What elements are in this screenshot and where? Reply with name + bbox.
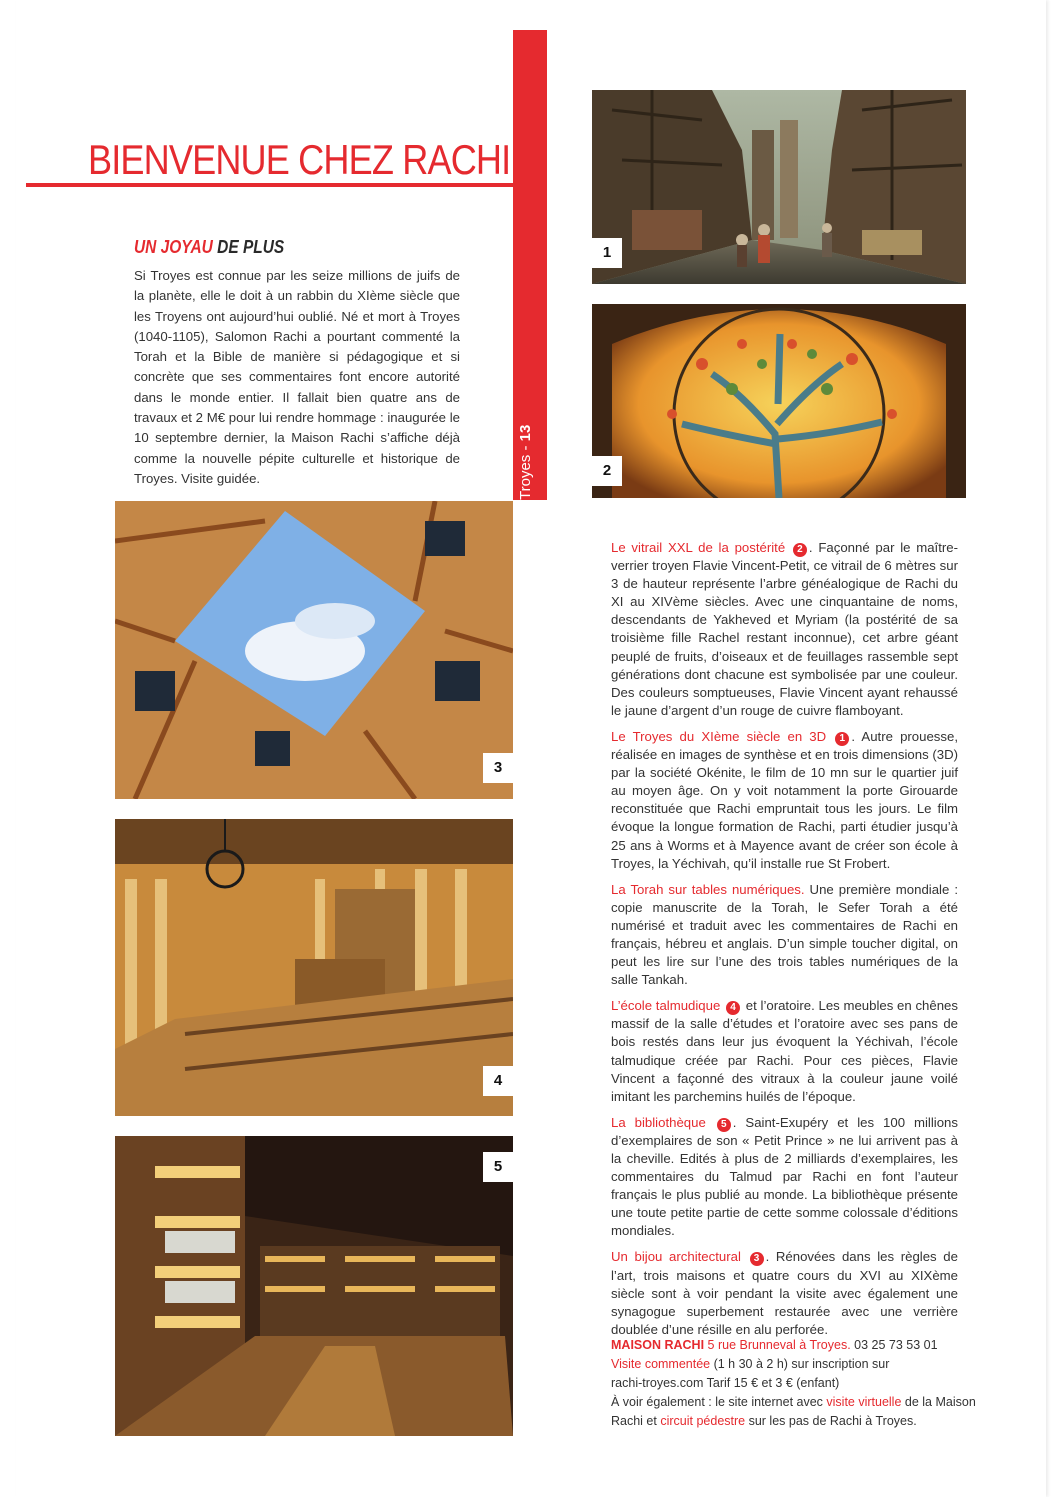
section-lead: Le vitrail XXL de la postérité — [611, 540, 786, 555]
photo-marker: 2 — [793, 543, 807, 557]
walking-tour-link[interactable]: circuit pédestre — [660, 1414, 746, 1428]
venue-phone: 03 25 73 53 01 — [850, 1338, 938, 1352]
virtual-visit-link[interactable]: visite virtuelle — [826, 1395, 902, 1409]
kicker-rest: DE PLUS — [212, 237, 285, 257]
info-line-see-also — [611, 1393, 976, 1412]
venue-name: MAISON RACHI — [611, 1338, 705, 1352]
info-line-site: rachi-troyes.com Tarif 15 € et 3 € (enfant) — [611, 1376, 840, 1390]
folio-page-number: 13 — [517, 424, 534, 442]
photo-number: 1 — [592, 238, 622, 268]
kicker — [134, 237, 284, 258]
see-also-text: sur les pas de Rachi à Troyes. — [745, 1414, 917, 1428]
section-digital-torah — [611, 881, 958, 990]
stained-glass-image — [592, 304, 966, 498]
see-also-text: de la Maison — [901, 1395, 976, 1409]
section-architecture — [611, 1248, 958, 1338]
photo-marker: 5 — [717, 1118, 731, 1132]
section-library — [611, 1114, 958, 1241]
courtyard-image — [115, 501, 513, 799]
photo-medieval-street — [592, 90, 966, 284]
section-text: et l’oratoire. Les meubles en chênes massif de la salle d’études et l’oratoire avec ses pans de bois restés dans leur jus évoquent la Yéchivah, l’école talmudique créée par Rachi. Pour ces pièces, Flavie Vincent a façonné des vitraux à la couleur jaune voilé imitant les parchemins huilés de l’époque. — [611, 998, 958, 1104]
folio — [517, 420, 543, 500]
visit-label: Visite commentée — [611, 1357, 711, 1371]
side-band — [513, 30, 547, 500]
section-lead: L’école talmudique — [611, 998, 721, 1014]
page-title: BIENVENUE CHEZ RACHI — [88, 136, 511, 183]
photo-stained-glass — [592, 304, 966, 498]
see-also-text: À voir également : le site internet avec — [611, 1395, 827, 1409]
section-text: . Façonné par le maître-verrier troyen Flavie Vincent-Petit, ce vitrail de 6 mètres sur 3 de hauteur représente l’arbre généalogique de Rachi du XI au XIVème siècles. Avec une cinquantaine de noms, descendants de Yakheved et Myriam (la postérité de sa troisième fille Rachel restant inconnue), cet arbre géant peuplé de fruits, d’oiseaux et de feuillages rassemble sept générations dont chacune est symbolisée par une couleur. Des couleurs somptueuses, Flavie Vincent ayant rehaussé le jaune d’argent d’un rouge de cuivre flamboyant. — [611, 540, 959, 718]
section-text: Une première mondiale : copie manuscrite de la Torah, le Sefer Torah a été numérisé et traduit avec les commentaires de Rachi en français, hébreu et anglais. D’un simple toucher digital, on peut les lire sur l’une des trois tables numériques de la salle Tankah. — [611, 881, 958, 988]
library-image — [115, 1136, 513, 1436]
photo-number: 5 — [483, 1152, 513, 1182]
section-lead: Un bijou architectural — [611, 1249, 741, 1265]
section-3d-film — [611, 728, 958, 873]
article-body — [611, 539, 958, 1347]
intro-paragraph: Si Troyes est connue par les seize millions de juifs de la planète, elle le doit à un rabbin du XIème siècle que les Troyens ont aujourd’hui oublié. Né et mort à Troyes (1040-1105), Salomon Rachi a pourtant commenté la Torah et la Bible de manière si pédagogique et si concrète que ses commentaires font encore autorité dans le monde entier. Il fallait bien quatre ans de travaux et 2 M€ pour lui rendre hommage : inaugurée le 10 septembre dernier, la Maison Rachi s’affiche déjà comme la nouvelle pépite culturelle et historique de Troyes. Visite guidée. — [134, 268, 460, 486]
photo-number: 3 — [483, 753, 513, 783]
section-lead: Le Troyes du XIème siècle en 3D — [611, 728, 827, 744]
info-line-visit — [611, 1355, 971, 1374]
kicker-highlight: UN JOYAU — [134, 237, 213, 257]
photo-number: 4 — [483, 1066, 513, 1096]
photo-library — [115, 1136, 513, 1436]
section-text: . Rénovées dans les règles de l’art, trois maisons et quatre cours du XVI au XIXème siècle sont à voir pendant la visite avec également une synagogue superbement restaurée avec une verrière doublée d’une résille en alu perforée. — [611, 1249, 958, 1337]
see-also-text: Rachi et — [611, 1414, 661, 1428]
section-text: . Saint-Exupéry et les 100 millions d’exemplaires de son « Petit Prince » ne lui arrivent pas à la cheville. Edités à plus de 2 milliards d’exemplaires, les commentaires du Talmud par Rachi en font l’auteur français le plus publié au monde. La bibliothèque présente une toute petite partie de cette somme colossale d’éditions mondiales. — [611, 1114, 958, 1239]
medieval-street-image — [592, 90, 966, 284]
school-room-image — [115, 819, 513, 1116]
photo-marker: 3 — [750, 1252, 764, 1266]
section-lead: La bibliothèque — [611, 1114, 706, 1130]
visit-detail: (1 h 30 à 2 h) sur inscription sur — [710, 1357, 890, 1371]
section-stained-glass — [611, 539, 958, 720]
photo-school-room — [115, 819, 513, 1116]
info-line-tour — [611, 1412, 971, 1431]
title-rule — [26, 183, 517, 187]
section-lead: La Torah sur tables numériques. — [611, 881, 805, 897]
photo-courtyard — [115, 501, 513, 799]
section-talmudic-school — [611, 997, 958, 1106]
section-text: . Autre prouesse, réalisée en images de synthèse et en trois dimensions (3D) par la société Okénite, le film de 10 mn sur le quartier juif au moyen âge. On y voit notamment la porte Girouarde reconstituée que Rachi empruntait tous les jours. Le film évoque la longue formation de Rachi, parti étudier jusqu’à 25 ans à Worms et à Mayence avant de créer son école à Troyes, la Yéchivah, qu’il installe rue St Frobert. — [611, 728, 958, 871]
photo-marker: 4 — [726, 1001, 740, 1015]
photo-number: 2 — [592, 456, 622, 486]
info-line-address — [611, 1336, 971, 1355]
folio-section: Troyes - — [517, 441, 534, 500]
venue-address: 5 rue Brunneval à Troyes. — [704, 1338, 851, 1352]
photo-marker: 1 — [835, 732, 849, 746]
practical-info — [611, 1336, 976, 1431]
